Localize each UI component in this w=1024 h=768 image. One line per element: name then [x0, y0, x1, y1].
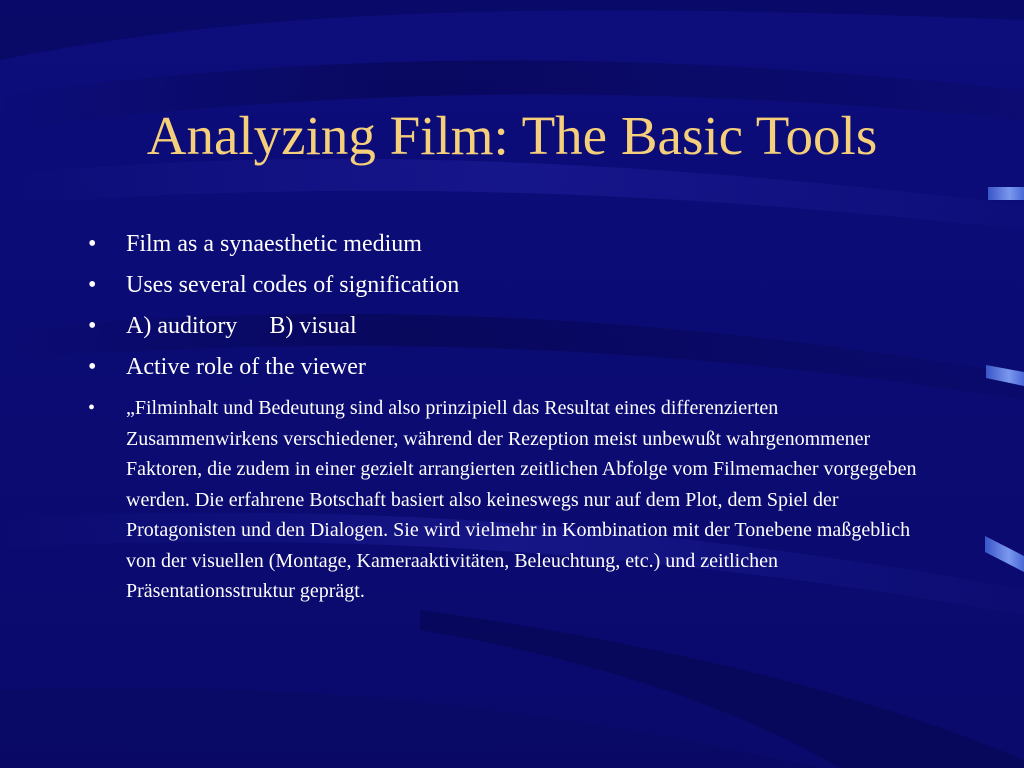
accent-stripe-3 [985, 536, 1024, 572]
bullet-dot: • [88, 354, 97, 380]
bullet-dot: • [88, 231, 97, 257]
bullet-item [88, 311, 918, 341]
bg-sweep-top [0, 0, 1024, 60]
bullet-text-visual: B) visual [269, 313, 357, 339]
bullet-item-quote [88, 393, 918, 607]
bullet-text: Film as a synaesthetic medium [126, 231, 422, 257]
bullet-item [88, 229, 918, 259]
bullet-dot: • [88, 272, 97, 298]
accent-stripe-1 [988, 187, 1024, 200]
bullet-list [88, 229, 918, 607]
bullet-text-auditory: A) auditory [126, 313, 238, 339]
bullet-text: Active role of the viewer [126, 354, 366, 380]
bullet-text: Uses several codes of signification [126, 272, 460, 298]
slide-title: Analyzing Film: The Basic Tools [146, 105, 878, 166]
quote-text: „Filminhalt und Bedeutung sind also prinzipiell das Resultat eines differenzierten Zusammenwirkens verschiedener, während der Rezeption meist unbewußt wahrgenommener Faktoren, die zudem in einer gezielt arrangierten zeitlichen Abfolge vom Filmemacher vorgegeben werden. Die erfahrene Botschaft basiert also keineswegs nur auf dem Plot, dem Spiel der Protagonisten und den Dialogen. Sie wird vielmehr in Kombination mit der Tonebene maßgeblich von der visuellen (Montage, Kameraaktivitäten, Beleuchtung, etc.) und zeitlichen Präsentationsstruktur geprägt. [126, 397, 917, 602]
bullet-dot: • [88, 397, 96, 419]
bullet-dot: • [88, 313, 97, 339]
bullet-item [88, 352, 918, 382]
bullet-item [88, 270, 918, 300]
